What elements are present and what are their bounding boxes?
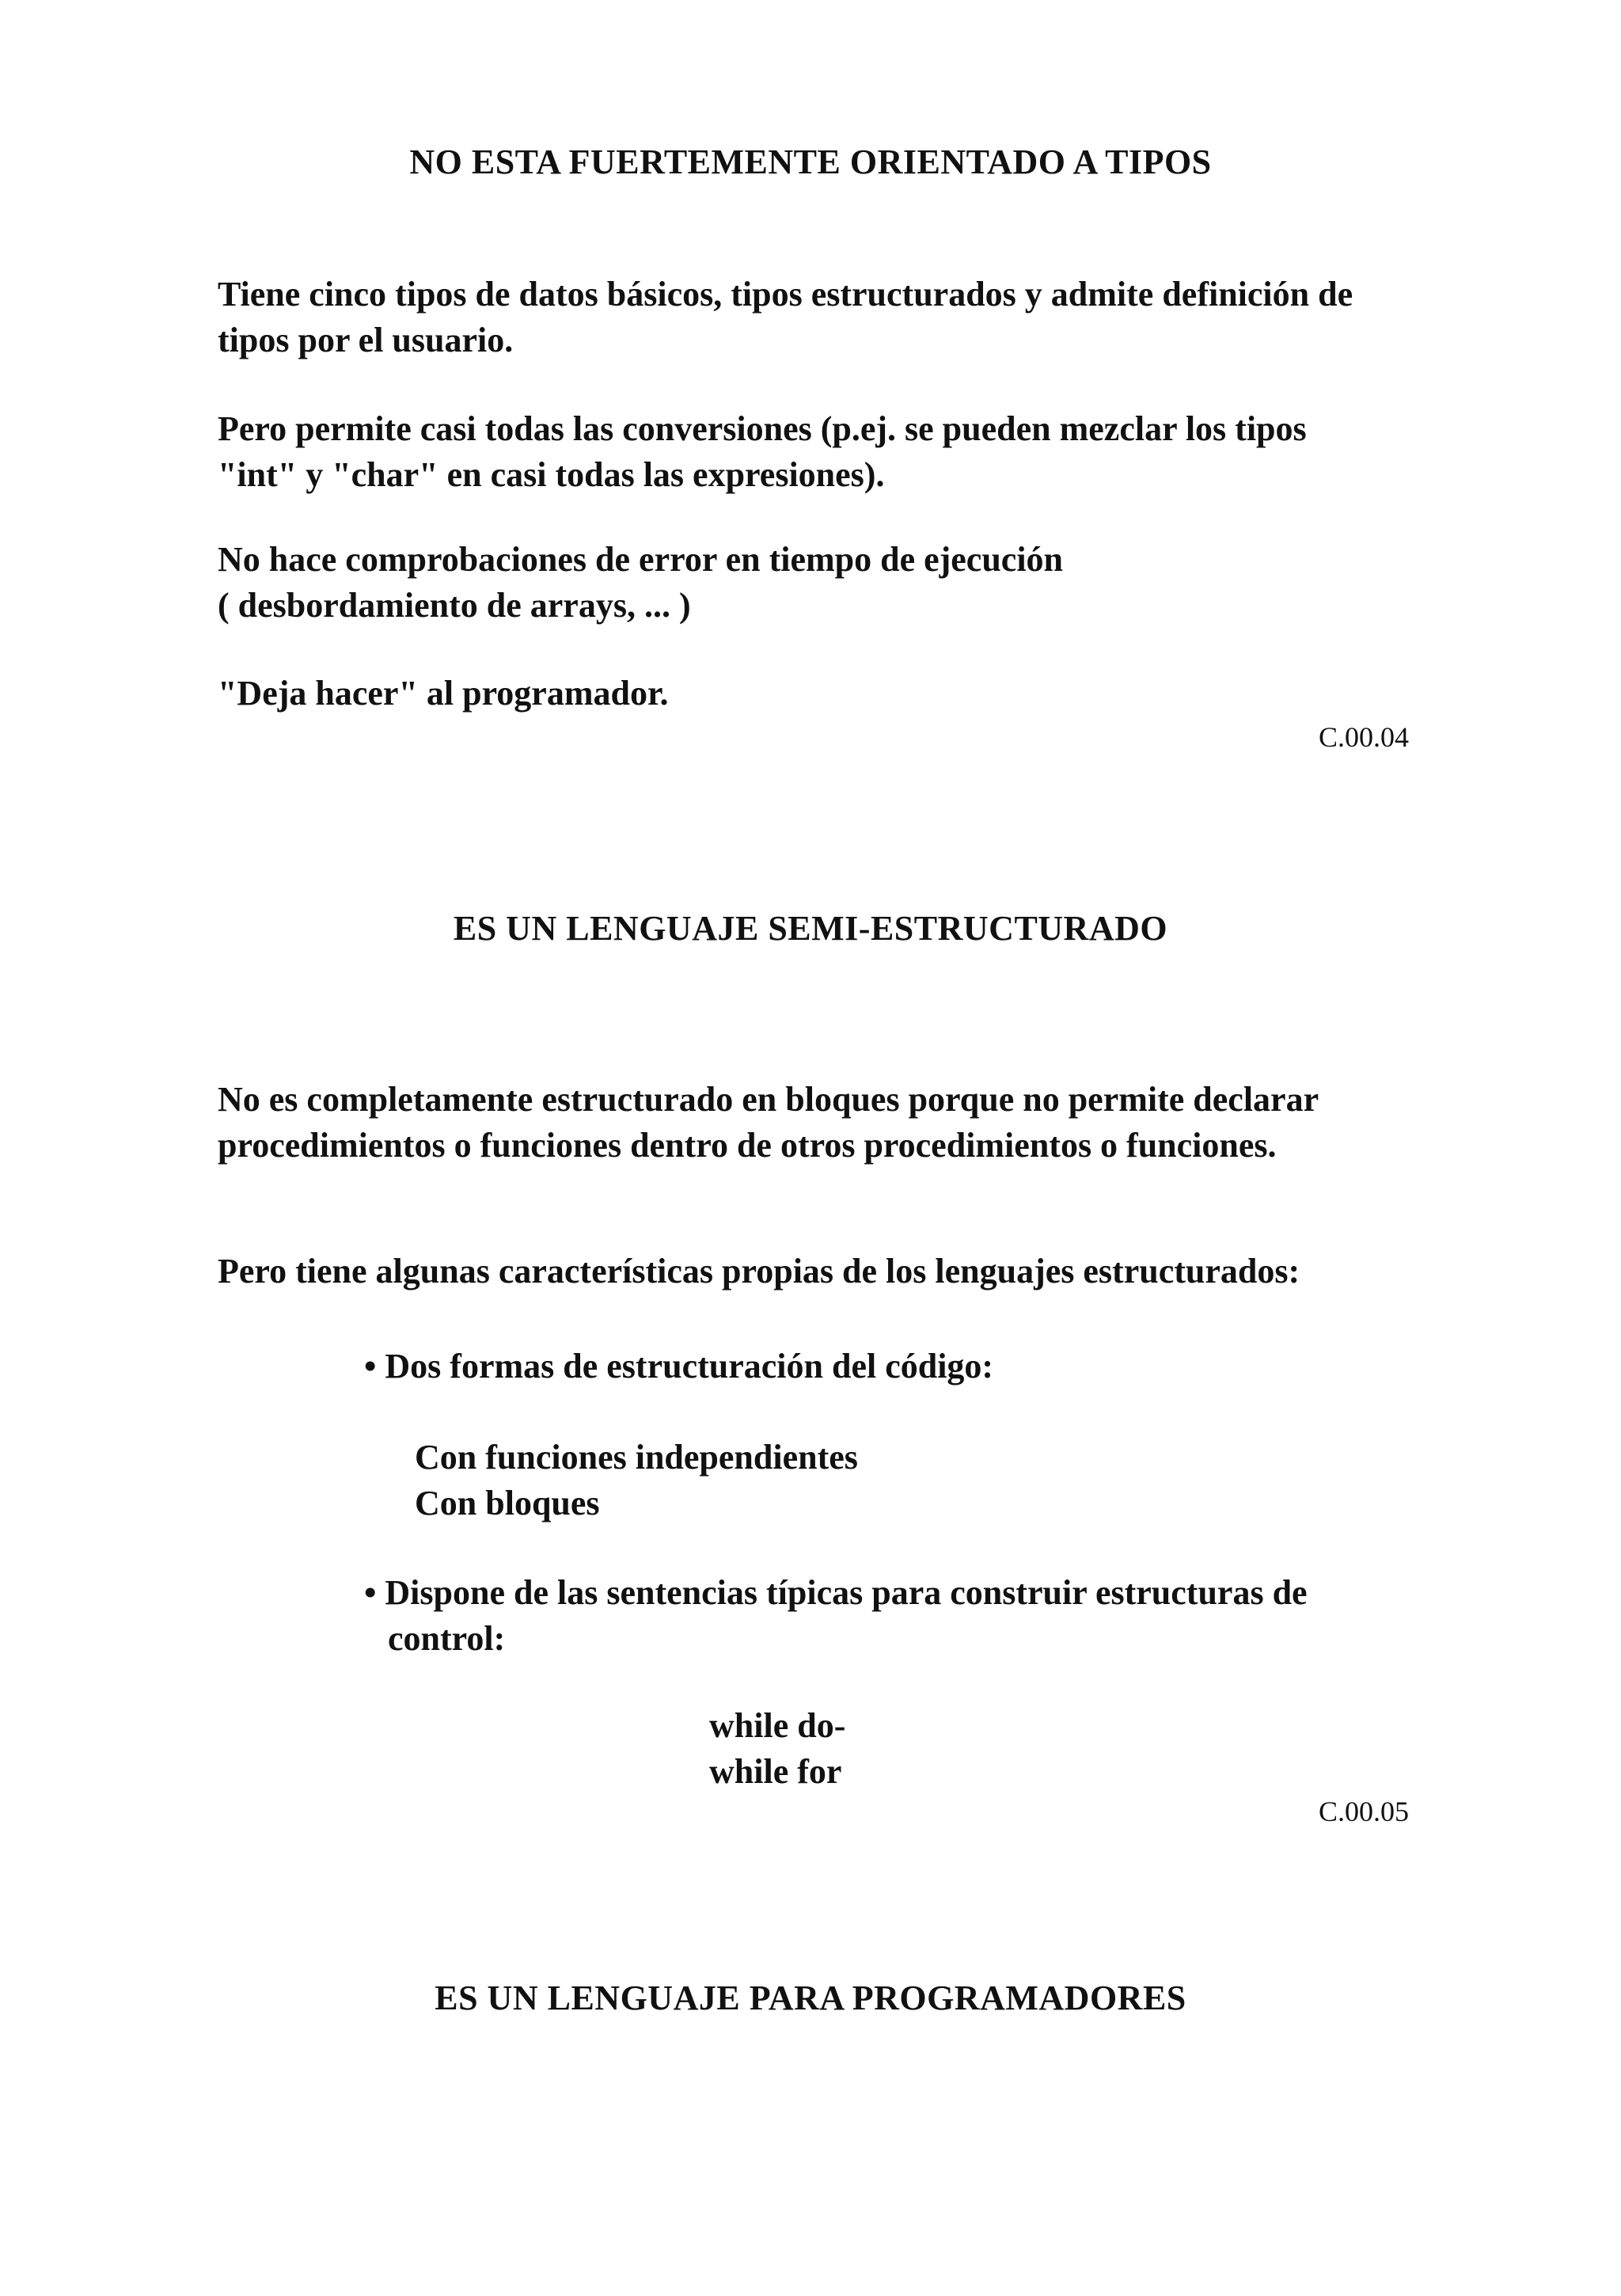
section-1-paragraph-3: [218, 537, 1484, 629]
bullet-text: • Dos formas de estructuración del código:: [364, 1347, 994, 1386]
control-structure-line: while for: [709, 1752, 842, 1791]
bullet-item-2: [364, 1570, 1472, 1662]
slide-code-1: C.00.04: [1318, 721, 1409, 753]
paragraph-line: No es completamente estructurado en bloques porque no permite declarar: [218, 1080, 1319, 1119]
section-2-title: ES UN LENGUAJE SEMI-ESTRUCTURADO: [453, 909, 1168, 948]
paragraph-line: Pero permite casi todas las conversiones (p.ej. se pueden mezclar los tipos: [218, 409, 1307, 448]
paragraph-line: procedimientos o funciones dentro de otros procedimientos o funciones.: [218, 1126, 1277, 1165]
section-1-title: NO ESTA FUERTEMENTE ORIENTADO A TIPOS: [409, 143, 1212, 181]
bullet-text-continued: control:: [388, 1619, 506, 1658]
section-2-paragraph-2: [218, 1249, 1484, 1294]
section-2-paragraph-1: [218, 1077, 1484, 1169]
section-1-paragraph-1: [218, 272, 1484, 363]
sub-list-item: Con funciones independientes: [415, 1438, 858, 1477]
section-3-title: ES UN LENGUAJE PARA PROGRAMADORES: [435, 1979, 1186, 2017]
paragraph-line: No hace comprobaciones de error en tiempo de ejecución: [218, 540, 1064, 579]
sub-list-item: Con bloques: [415, 1484, 600, 1522]
paragraph-line: Pero tiene algunas características propias de los lenguajes estructurados:: [218, 1252, 1300, 1291]
sub-list: [415, 1435, 858, 1526]
slide-code-2: C.00.05: [1318, 1796, 1409, 1827]
control-structures-list: [709, 1703, 845, 1795]
bullet-text: • Dispone de las sentencias típicas para construir estructuras de: [364, 1573, 1308, 1612]
paragraph-line: "int" y "char" en casi todas las expresiones).: [218, 455, 885, 494]
paragraph-line: ( desbordamiento de arrays, ... ): [218, 586, 691, 625]
bullet-item-1: [364, 1344, 1472, 1389]
control-structure-line: while do-: [709, 1706, 846, 1745]
paragraph-line: Tiene cinco tipos de datos básicos, tipos estructurados y admite definición de: [218, 275, 1353, 314]
section-1-paragraph-4: [218, 671, 1484, 717]
section-1-paragraph-2: [218, 406, 1484, 498]
paragraph-line: tipos por el usuario.: [218, 321, 514, 359]
paragraph-line: "Deja hacer" al programador.: [218, 674, 669, 713]
